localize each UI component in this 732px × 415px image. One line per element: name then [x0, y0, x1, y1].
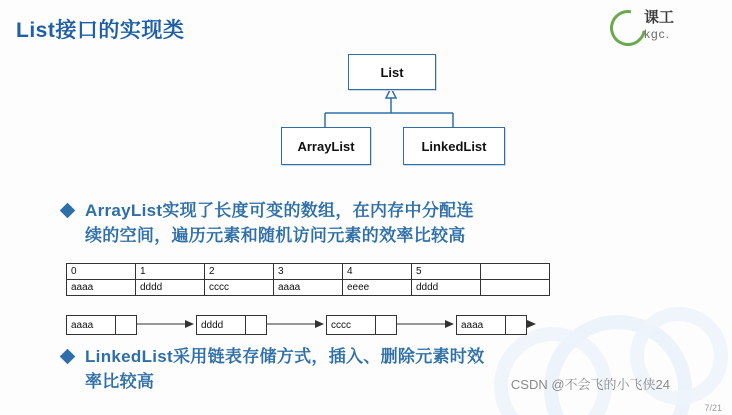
watermark-credit: CSDN @不会飞的小飞侠24 — [510, 377, 670, 392]
linkedlist-node-pointer — [246, 316, 266, 334]
bullet-linkedlist-line1: LinkedList采用链表存储方式，插入、删除元素时效 — [85, 347, 485, 366]
array-index-cell: 5 — [412, 264, 481, 280]
linkedlist-node — [196, 315, 267, 335]
array-value-cell: cccc — [205, 280, 274, 296]
array-value-cell: dddd — [412, 280, 481, 296]
array-index-cell: 0 — [67, 264, 136, 280]
bullet-arraylist-line2: 续的空间，遍历元素和随机访问元素的效率比较高 — [85, 226, 466, 245]
diamond-bullet-icon — [60, 349, 76, 365]
bullet-linkedlist-line2: 率比较高 — [85, 372, 155, 391]
linkedlist-node-pointer — [376, 316, 396, 334]
linkedlist-node-data: aaaa — [457, 316, 506, 334]
array-value-cell: aaaa — [274, 280, 343, 296]
bullet-arraylist-line1: ArrayList实现了长度可变的数组，在内存中分配连 — [85, 201, 474, 220]
array-index-cell: 1 — [136, 264, 205, 280]
array-diagram — [66, 263, 550, 296]
linkedlist-node-pointer — [116, 316, 136, 334]
linkedlist-node-pointer — [506, 316, 526, 334]
array-index-row — [67, 264, 550, 280]
array-value-cell — [481, 280, 550, 296]
uml-class-linkedlist: LinkedList — [403, 127, 505, 165]
array-index-cell — [481, 264, 550, 280]
linkedlist-node-data: aaaa — [67, 316, 116, 334]
page-number: 7/21 — [704, 403, 722, 413]
bullet-arraylist-text — [85, 198, 474, 248]
logo-subtext: kgc. — [644, 27, 671, 41]
bullet-linkedlist-text — [85, 344, 484, 394]
array-value-cell: dddd — [136, 280, 205, 296]
brand-logo — [608, 8, 718, 48]
array-value-cell: aaaa — [67, 280, 136, 296]
linkedlist-diagram — [66, 315, 536, 337]
linkedlist-node — [456, 315, 527, 335]
array-index-cell: 3 — [274, 264, 343, 280]
array-index-cell: 2 — [205, 264, 274, 280]
diamond-bullet-icon — [60, 203, 76, 219]
linkedlist-node-data: dddd — [197, 316, 246, 334]
page-title: List接口的实现类 — [16, 19, 185, 42]
array-value-row — [67, 280, 550, 296]
uml-class-list: List — [348, 54, 436, 90]
logo-text: 课工 — [644, 9, 675, 26]
array-value-cell: eeee — [343, 280, 412, 296]
linkedlist-node-data: cccc — [327, 316, 376, 334]
linkedlist-node — [326, 315, 397, 335]
bullet-arraylist — [62, 198, 682, 248]
uml-class-arraylist: ArrayList — [281, 127, 371, 165]
linkedlist-node — [66, 315, 137, 335]
array-index-cell: 4 — [343, 264, 412, 280]
